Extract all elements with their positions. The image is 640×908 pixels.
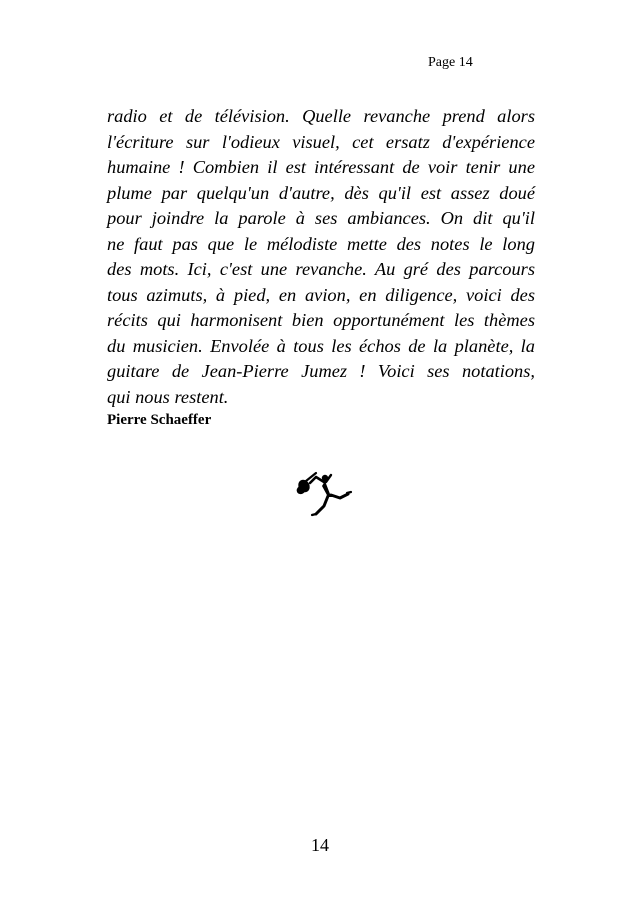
body-line: guitare de Jean-Pierre Jumez ! Voici ses notations, <box>107 361 535 381</box>
author-signature: Pierre Schaeffer <box>107 412 212 428</box>
body-line: plume par quelqu'un d'autre, dès qu'il est assez doué <box>107 182 535 203</box>
body-line: l'écriture sur l'odieux visuel, cet ersatz d'expérience <box>107 131 535 152</box>
body-line: ne faut pas que le mélodiste mette des notes le long <box>107 233 535 254</box>
page-header: Page 14 <box>428 55 473 70</box>
body-line: humaine ! Combien il est intéressant de voir tenir une <box>107 157 535 177</box>
body-line: qui nous restent. <box>107 386 229 407</box>
body-line: des mots. Ici, c'est une revanche. Au gré des parcours <box>107 259 535 279</box>
body-line: pour joindre la parole à ses ambiances. On dit qu'il <box>107 208 535 228</box>
leaping-guitarist-icon <box>294 470 354 522</box>
body-line: du musicien. Envolée à tous les échos de la planète, la <box>107 335 535 356</box>
page-number: 14 <box>311 835 329 855</box>
body-paragraph <box>107 104 535 410</box>
body-line: récits qui harmonisent bien opportunément les thèmes <box>107 310 535 330</box>
body-line: tous azimuts, à pied, en avion, en diligence, voici des <box>107 284 535 305</box>
body-line: radio et de télévision. Quelle revanche prend alors <box>107 106 535 126</box>
